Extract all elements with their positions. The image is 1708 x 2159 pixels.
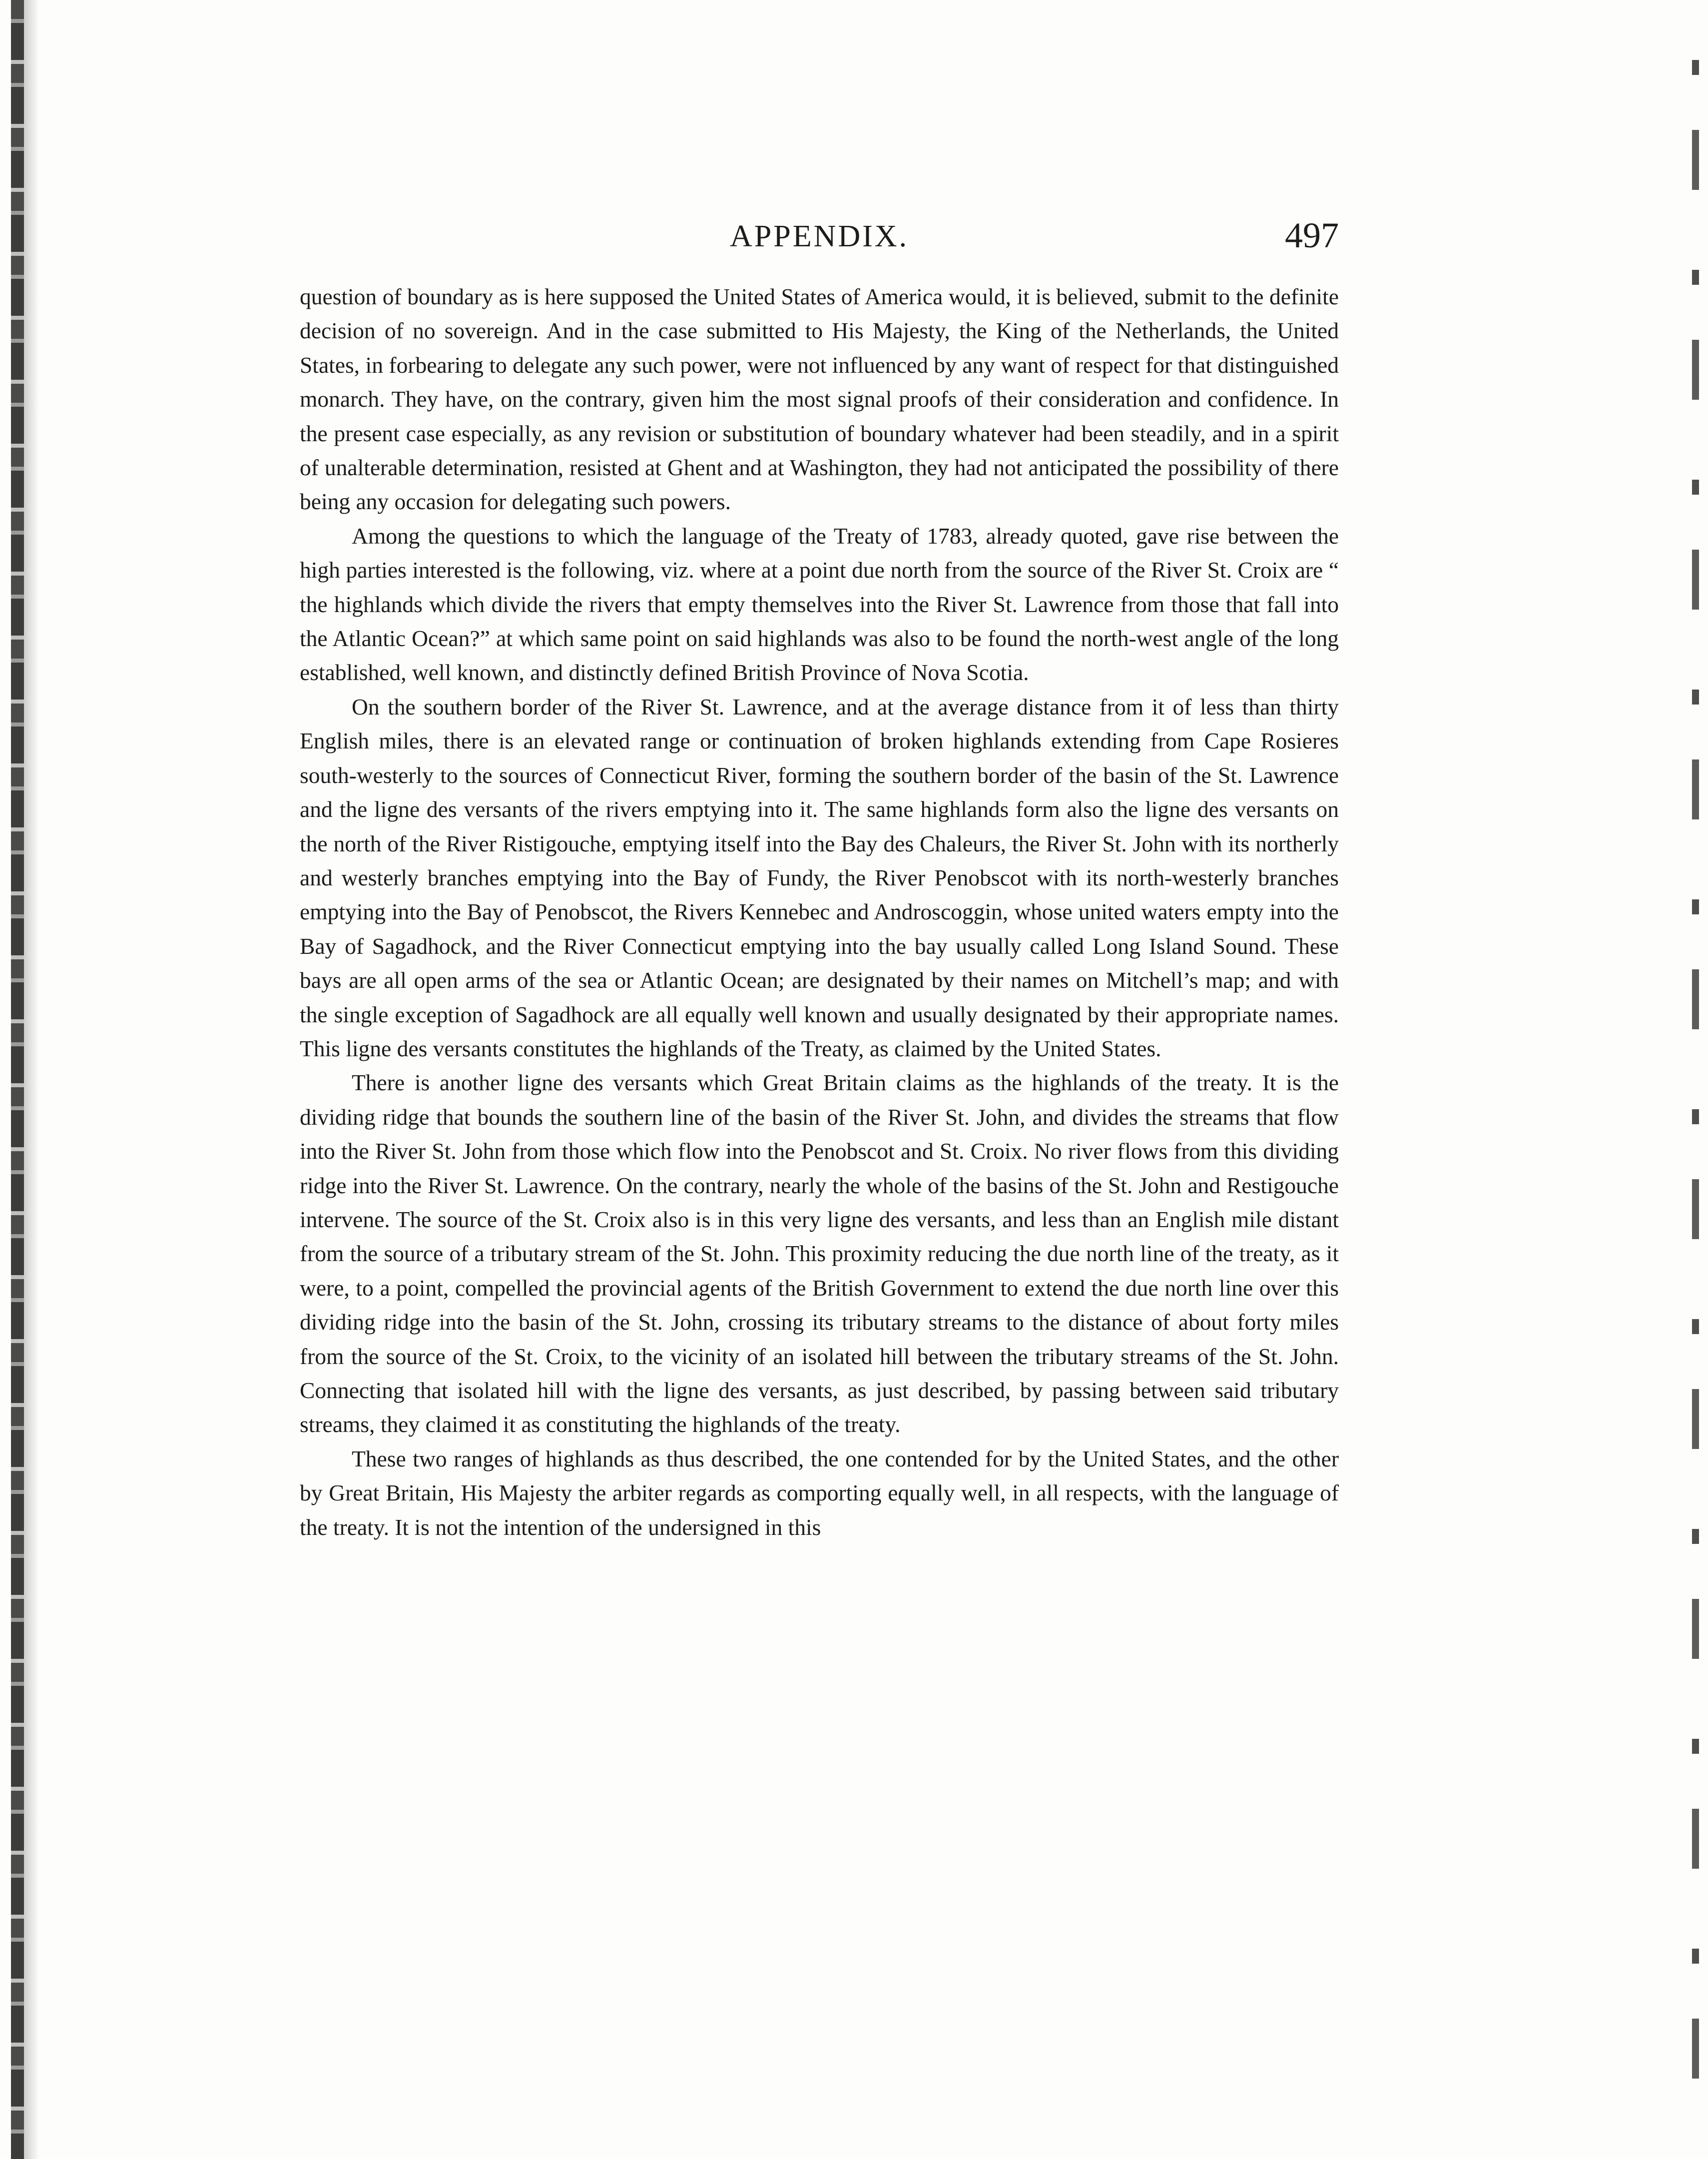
binding-edge-left: [11, 0, 24, 2159]
running-head: APPENDIX.: [729, 219, 909, 253]
binding-shadow: [24, 0, 39, 2159]
page-header: [300, 215, 1339, 260]
paragraph-2: Among the questions to which the language of the Treaty of 1783, already quoted, gave rise between the high parties interested is the following, viz. where at a point due north from the source of the River St. Croix are “ the highlands which divide the rivers that empty themselves into the River St. Lawrence from those that fall into the Atlantic Ocean?” at which same point on said highlands was also to be found the north-west angle of the long established, well known, and distinctly defined British Province of Nova Scotia.: [300, 523, 1339, 686]
paragraph-3: On the southern border of the River St. Lawrence, and at the average distance from it of less than thirty English miles, there is an elevated range or continuation of broken highlands extending from Cape Rosieres south-westerly to the sources of Connecticut River, forming the southern border of the basin of the St. Lawrence and the ligne des versants of the rivers emptying into it. The same highlands form also the ligne des versants on the north of the River Ristigouche, emptying itself into the Bay des Chaleurs, the River St. John with its northerly and westerly branches emptying into the Bay of Fundy, the River Penobscot with its north-westerly branches emptying into the Bay of Penobscot, the Rivers Kennebec and Androscoggin, whose united waters empty into the Bay of Sagadhock, and the River Connecticut emptying into the bay usually called Long Island Sound. These bays are all open arms of the sea or Atlantic Ocean; are designated by their names on Mitchell’s map; and with the single exception of Sagadhock are all equally well known and usually designated by their appropriate names. This ligne des versants constitutes the highlands of the Treaty, as claimed by the United States.: [300, 694, 1339, 1061]
paragraph-5: These two ranges of highlands as thus described, the one contended for by the United States, and the other by Great Britain, His Majesty the arbiter regards as comporting equally well, in all respects, with the language of the treaty. It is not the intention of the undersigned in this: [300, 1445, 1339, 1540]
paragraph-1: question of boundary as is here supposed the United States of America would, it is believed, submit to the definite decision of no sovereign. And in the case submitted to His Majesty, the King of the Netherlands, the United States, in forbearing to delegate any such power, were not influenced by any want of respect for that distinguished monarch. They have, on the contrary, given him the most signal proofs of their consideration and confidence. In the present case especially, as any revision or substitution of boundary whatever had been steadily, and in a spirit of unalterable determination, resisted at Ghent and at Washington, they had not anticipated the possibility of there being any occasion for delegating such powers.: [300, 284, 1339, 515]
page-edge-right: [1692, 60, 1699, 2129]
paragraph-4: There is another ligne des versants which Great Britain claims as the highlands of the treaty. It is the dividing ridge that bounds the southern line of the basin of the River St. John, and divides the streams that flow into the River St. John from those which flow into the Penobscot and St. Croix. No river flows from this dividing ridge into the River St. Lawrence. On the contrary, nearly the whole of the basins of the St. John and Restigouche intervene. The source of the St. Croix also is in this very ligne des versants, and less than an English mile distant from the source of a tributary stream of the St. John. This proximity reducing the due north line of the treaty, as it were, to a point, compelled the provincial agents of the British Government to extend the due north line over this dividing ridge into the basin of the St. John, crossing its tributary streams to the distance of about forty miles from the source of the St. Croix, to the vicinity of an isolated hill between the tributary streams of the St. John. Connecting that isolated hill with the ligne des versants, as just described, by passing between said tributary streams, they claimed it as constituting the highlands of the treaty.: [300, 1070, 1339, 1438]
page-number: 497: [1285, 215, 1339, 255]
body-text: [300, 280, 1339, 1544]
